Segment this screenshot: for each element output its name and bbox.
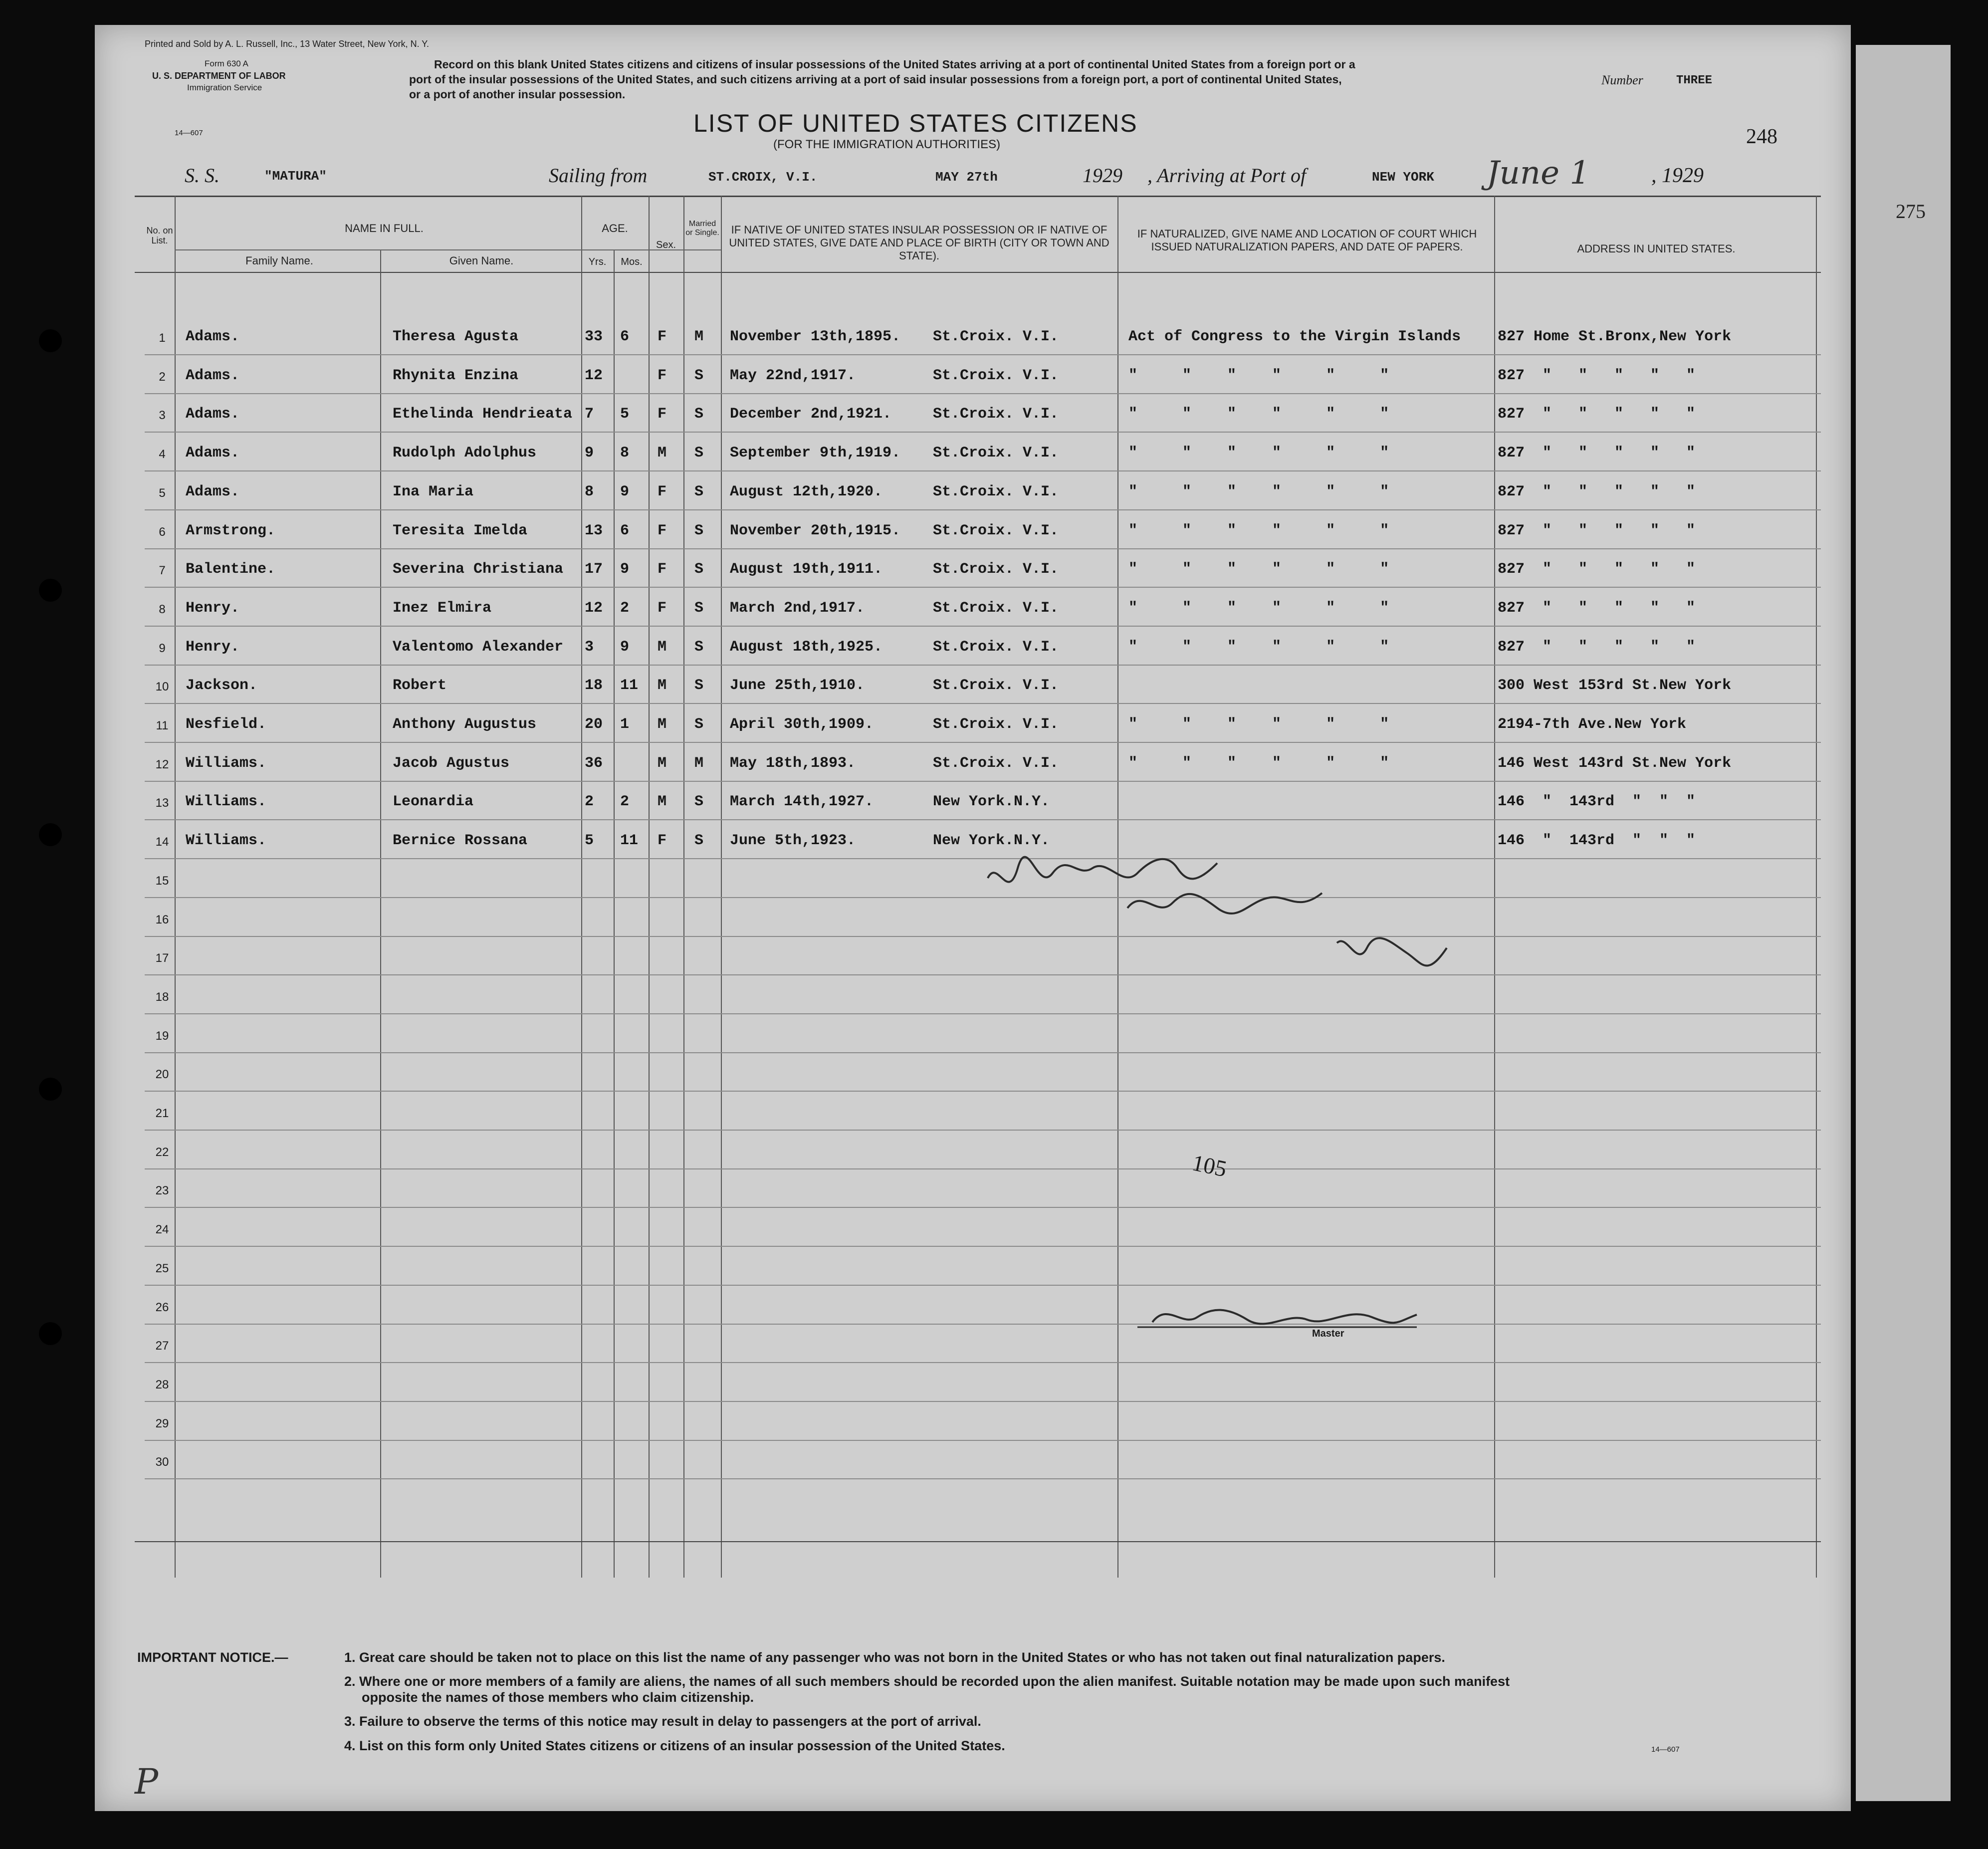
row-rule [145, 781, 1821, 782]
table-bottom-rule [135, 1541, 1821, 1542]
arriving-label: , Arriving at Port of [1147, 164, 1307, 187]
cell-family: Armstrong. [186, 522, 276, 539]
cell-ms: S [694, 367, 704, 384]
notice-3: 3. Failure to observe the terms of this notice may result in delay to passengers at the port of arrival. [344, 1714, 981, 1729]
header-age: AGE. [602, 222, 628, 234]
cell-family: Adams. [186, 445, 240, 462]
manifest-sheet [95, 25, 1851, 1811]
cell-birth: May 18th,1893. [730, 754, 856, 772]
notice-heading: IMPORTANT NOTICE.— [137, 1650, 288, 1665]
cell-place: New York.N.Y. [933, 793, 1050, 811]
cell-addr: 827 " " " " " [1498, 522, 1696, 539]
cell-family: Williams. [186, 793, 267, 811]
cell-yrs: 12 [585, 599, 603, 617]
cell-sex: F [658, 599, 667, 617]
row-number: 8 [159, 602, 166, 616]
cell-mos: 6 [620, 522, 630, 539]
cell-addr: 827 " " " " " [1498, 483, 1696, 500]
number-value: THREE [1676, 74, 1713, 87]
cell-birth: May 22nd,1917. [730, 367, 856, 384]
cell-mos: 9 [620, 483, 630, 500]
cell-yrs: 5 [585, 832, 594, 850]
cell-ms: S [694, 638, 704, 656]
cell-yrs: 12 [585, 367, 603, 384]
cell-birth: June 5th,1923. [730, 832, 856, 850]
cell-nat: " " " " " " [1128, 445, 1389, 462]
row-number: 20 [155, 1068, 169, 1082]
row-rule [145, 703, 1821, 704]
record-text-1: Record on this blank United States citizens and citizens of insular possessions of the United States arriving at a port of continental United States from a foreign port or a [434, 58, 1355, 71]
cell-yrs: 7 [585, 406, 594, 423]
cell-place: St.Croix. V.I. [933, 638, 1059, 656]
printer-line: Printed and Sold by A. L. Russell, Inc., 13 Water Street, New York, N. Y. [145, 39, 429, 49]
row-number: 14 [155, 835, 169, 849]
cell-ms: S [694, 793, 704, 811]
row-rule [145, 393, 1821, 394]
cell-yrs: 13 [585, 522, 603, 539]
master-signature [1137, 1297, 1427, 1342]
row-rule [145, 509, 1821, 510]
row-number: 5 [159, 486, 166, 500]
row-rule [145, 819, 1821, 820]
cell-sex: M [658, 754, 667, 772]
binder-hole [39, 823, 62, 846]
row-rule [145, 1401, 1821, 1402]
cell-given: Severina Christiana [393, 561, 564, 578]
stamp-105: 105 [1190, 1150, 1229, 1182]
binder-hole [39, 1322, 62, 1345]
cell-place: St.Croix. V.I. [933, 677, 1059, 694]
record-text-2: port of the insular possessions of the United States, and such citizens arriving at a port of said insular possessions from a foreign port, a port of continental United States, [409, 73, 1342, 86]
cell-sex: M [658, 445, 667, 462]
row-rule [145, 1130, 1821, 1131]
row-number: 13 [155, 796, 169, 810]
ss-label: S. S. [185, 164, 220, 187]
notice-2-continued: opposite the names of those members who claim citizenship. [362, 1690, 754, 1705]
cell-sex: F [658, 483, 667, 500]
cell-sex: M [658, 677, 667, 694]
row-number: 22 [155, 1145, 169, 1159]
header-married-single: Married or Single. [685, 220, 719, 237]
cell-nat: Act of Congress to the Virgin Islands [1128, 328, 1461, 345]
cell-family: Adams. [186, 328, 240, 345]
header-no: No. on List. [146, 226, 173, 245]
cell-birth: August 12th,1920. [730, 483, 883, 500]
cell-given: Leonardia [393, 793, 474, 811]
cell-ms: S [694, 832, 704, 850]
cell-birth: April 30th,1909. [730, 716, 874, 733]
cell-birth: March 14th,1927. [730, 793, 874, 811]
ship-name: "MATURA" [264, 169, 327, 184]
header-name-in-full: NAME IN FULL. [345, 222, 424, 234]
cell-mos: 11 [620, 832, 639, 850]
row-number: 4 [159, 448, 166, 462]
cell-ms: M [694, 754, 704, 772]
cell-mos: 9 [620, 638, 630, 656]
row-rule [145, 548, 1821, 549]
cell-given: Inez Elmira [393, 599, 492, 617]
col-divider [1494, 196, 1495, 1578]
cell-sex: F [658, 561, 667, 578]
cell-addr: 827 " " " " " [1498, 445, 1696, 462]
row-number: 26 [155, 1300, 169, 1314]
cell-nat: " " " " " " [1128, 522, 1389, 539]
arrival-date-handwritten: June 1 [1487, 155, 1590, 192]
cell-sex: M [658, 793, 667, 811]
row-number: 2 [159, 370, 166, 384]
row-rule [145, 432, 1821, 433]
col-divider [721, 196, 722, 1578]
cell-mos: 5 [620, 406, 630, 423]
row-number: 18 [155, 990, 169, 1004]
cell-addr: 827 Home St.Bronx,New York [1498, 328, 1732, 345]
subheader-rule [175, 249, 721, 250]
cell-ms: S [694, 677, 704, 694]
table-top-rule [135, 196, 1821, 197]
row-number: 12 [155, 757, 169, 771]
cell-given: Ethelinda Hendrieata [393, 406, 573, 423]
cell-ms: S [694, 445, 704, 462]
cell-nat: " " " " " " [1128, 483, 1389, 500]
cell-family: Adams. [186, 406, 240, 423]
cell-mos: 11 [620, 677, 639, 694]
row-rule [145, 354, 1821, 355]
col-divider [683, 196, 684, 1578]
cell-mos: 2 [620, 599, 630, 617]
binder-hole [39, 329, 62, 352]
cell-given: Anthony Augustus [393, 716, 537, 733]
header-bottom-rule [135, 272, 1821, 273]
notice-4: 4. List on this form only United States citizens or citizens of an insular possession of the United States. [344, 1738, 1005, 1753]
header-yrs: Yrs. [588, 256, 607, 267]
cell-yrs: 9 [585, 445, 594, 462]
cell-yrs: 17 [585, 561, 603, 578]
header-given-name: Given Name. [449, 254, 514, 267]
row-number: 29 [155, 1416, 169, 1430]
cell-nat: " " " " " " [1128, 716, 1389, 733]
cell-given: Jacob Agustus [393, 754, 510, 772]
cell-place: St.Croix. V.I. [933, 406, 1059, 423]
inspector-signature [978, 848, 1467, 1018]
cell-nat: " " " " " " [1128, 754, 1389, 772]
cell-sex: F [658, 406, 667, 423]
strip-page-number: 275 [1896, 200, 1926, 223]
row-rule [145, 1440, 1821, 1441]
underlying-page-strip [1856, 45, 1951, 1801]
cell-place: St.Croix. V.I. [933, 716, 1059, 733]
cell-birth: November 20th,1915. [730, 522, 901, 539]
cell-family: Williams. [186, 754, 267, 772]
cell-mos: 1 [620, 716, 630, 733]
cell-yrs: 33 [585, 328, 603, 345]
row-rule [145, 1246, 1821, 1247]
cell-sex: F [658, 328, 667, 345]
cell-nat: " " " " " " [1128, 561, 1389, 578]
form-title: LIST OF UNITED STATES CITIZENS [693, 109, 1138, 137]
cell-yrs: 20 [585, 716, 603, 733]
row-rule [145, 1285, 1821, 1286]
cell-mos: 6 [620, 328, 630, 345]
cell-family: Henry. [186, 638, 240, 656]
form-code-bottom: 14—607 [1651, 1745, 1680, 1754]
cell-sex: F [658, 832, 667, 850]
row-rule [145, 587, 1821, 588]
cell-place: St.Croix. V.I. [933, 367, 1059, 384]
row-rule [145, 742, 1821, 743]
service: Immigration Service [187, 83, 262, 92]
cell-yrs: 36 [585, 754, 603, 772]
row-number: 30 [155, 1455, 169, 1469]
cell-birth: August 18th,1925. [730, 638, 883, 656]
cell-given: Valentomo Alexander [393, 638, 564, 656]
row-number: 6 [159, 525, 166, 539]
row-rule [145, 626, 1821, 627]
header-naturalized: IF NATURALIZED, GIVE NAME AND LOCATION OF COURT WHICH ISSUED NATURALIZATION PAPERS, AND DATE OF PAPERS. [1137, 228, 1477, 253]
cell-addr: 300 West 153rd St.New York [1498, 677, 1732, 694]
cell-family: Henry. [186, 599, 240, 617]
cell-birth: September 9th,1919. [730, 445, 901, 462]
cell-yrs: 2 [585, 793, 594, 811]
cell-family: Nesfield. [186, 716, 267, 733]
number-label: Number [1601, 73, 1643, 87]
cell-yrs: 18 [585, 677, 603, 694]
page-number: 248 [1746, 125, 1777, 148]
row-number: 10 [155, 680, 169, 694]
col-divider [380, 249, 381, 1578]
cell-family: Adams. [186, 367, 240, 384]
cell-family: Jackson. [186, 677, 258, 694]
row-number: 17 [155, 951, 169, 965]
sailing-label: Sailing from [549, 164, 648, 187]
cell-ms: S [694, 483, 704, 500]
row-number: 1 [159, 331, 166, 345]
row-number: 7 [159, 564, 166, 578]
cell-given: Teresita Imelda [393, 522, 528, 539]
row-number: 3 [159, 409, 166, 423]
cell-place: St.Croix. V.I. [933, 445, 1059, 462]
binder-hole [39, 579, 62, 602]
row-number: 11 [156, 719, 169, 732]
arriving-port: NEW YORK [1372, 170, 1434, 185]
cell-birth: November 13th,1895. [730, 328, 901, 345]
cell-nat: " " " " " " [1128, 599, 1389, 617]
cell-addr: 827 " " " " " [1498, 638, 1696, 656]
cell-mos: 2 [620, 793, 630, 811]
cell-sex: M [658, 716, 667, 733]
cell-addr: 827 " " " " " [1498, 406, 1696, 423]
row-number: 15 [155, 874, 169, 888]
cell-nat: " " " " " " [1128, 406, 1389, 423]
header-native: IF NATIVE OF UNITED STATES INSULAR POSSESSION OR IF NATIVE OF UNITED STATES, GIVE DATE AND PLACE OF BIRTH (CITY OR TOWN AND STATE). [729, 224, 1109, 262]
cell-mos: 8 [620, 445, 630, 462]
cell-place: New York.N.Y. [933, 832, 1050, 850]
row-number: 9 [159, 641, 166, 655]
row-rule [145, 665, 1821, 666]
row-number: 28 [155, 1378, 169, 1391]
header-address: ADDRESS IN UNITED STATES. [1577, 242, 1736, 255]
row-rule [145, 1324, 1821, 1325]
col-divider [614, 249, 615, 1578]
cell-birth: December 2nd,1921. [730, 406, 892, 423]
row-number: 23 [155, 1184, 169, 1198]
notice-1: 1. Great care should be taken not to place on this list the name of any passenger who was not born in the United States or who has not taken out final naturalization papers. [344, 1650, 1445, 1665]
cell-nat: " " " " " " [1128, 638, 1389, 656]
cell-ms: S [694, 406, 704, 423]
cell-given: Rhynita Enzina [393, 367, 519, 384]
cell-sex: F [658, 367, 667, 384]
cell-addr: 146 West 143rd St.New York [1498, 754, 1732, 772]
row-rule [145, 1362, 1821, 1363]
arrival-year: , 1929 [1651, 164, 1704, 187]
cell-family: Williams. [186, 832, 267, 850]
col-divider [581, 196, 582, 1578]
col-divider [649, 196, 650, 1578]
row-number: 24 [155, 1223, 169, 1237]
row-rule [145, 470, 1821, 471]
cell-birth: August 19th,1911. [730, 561, 883, 578]
binder-hole [39, 1078, 62, 1101]
cell-given: Bernice Rossana [393, 832, 528, 850]
form-number: Form 630 A [205, 59, 248, 68]
form-subtitle: (FOR THE IMMIGRATION AUTHORITIES) [773, 138, 1001, 151]
cell-ms: S [694, 599, 704, 617]
master-label: Master [1312, 1328, 1344, 1339]
row-number: 16 [155, 913, 169, 926]
cell-addr: 827 " " " " " [1498, 599, 1696, 617]
cell-place: St.Croix. V.I. [933, 328, 1059, 345]
cell-addr: 827 " " " " " [1498, 367, 1696, 384]
cell-nat: " " " " " " [1128, 367, 1389, 384]
cell-place: St.Croix. V.I. [933, 754, 1059, 772]
cell-given: Rudolph Adolphus [393, 445, 537, 462]
cell-birth: March 2nd,1917. [730, 599, 865, 617]
cell-ms: M [694, 328, 704, 345]
cell-given: Theresa Agusta [393, 328, 519, 345]
cell-addr: 146 " 143rd " " " [1498, 832, 1696, 850]
row-rule [145, 1052, 1821, 1053]
form-code: 14—607 [175, 129, 203, 137]
header-sex: Sex. [656, 239, 676, 250]
cell-yrs: 8 [585, 483, 594, 500]
cell-place: St.Croix. V.I. [933, 599, 1059, 617]
row-rule [145, 1478, 1821, 1479]
department: U. S. DEPARTMENT OF LABOR [152, 71, 286, 81]
cell-addr: 2194-7th Ave.New York [1498, 716, 1687, 733]
row-rule [145, 1091, 1821, 1092]
cell-sex: M [658, 638, 667, 656]
header-family-name: Family Name. [245, 254, 313, 267]
row-rule [145, 1168, 1821, 1169]
col-divider [1816, 196, 1817, 1578]
row-rule [145, 1207, 1821, 1208]
cell-addr: 827 " " " " " [1498, 561, 1696, 578]
cell-addr: 146 " 143rd " " " [1498, 793, 1696, 811]
header-mos: Mos. [621, 256, 643, 267]
cell-family: Balentine. [186, 561, 276, 578]
cell-place: St.Croix. V.I. [933, 561, 1059, 578]
sailing-port: ST.CROIX, V.I. [708, 170, 818, 185]
row-number: 27 [155, 1339, 169, 1353]
cell-ms: S [694, 522, 704, 539]
cell-ms: S [694, 561, 704, 578]
cell-given: Ina Maria [393, 483, 474, 500]
row-number: 21 [155, 1107, 169, 1120]
handwritten-mark: P [135, 1761, 159, 1802]
cell-place: St.Croix. V.I. [933, 483, 1059, 500]
cell-place: St.Croix. V.I. [933, 522, 1059, 539]
cell-family: Adams. [186, 483, 240, 500]
cell-yrs: 3 [585, 638, 594, 656]
cell-sex: F [658, 522, 667, 539]
sailing-date: MAY 27th [935, 170, 998, 185]
row-number: 25 [155, 1261, 169, 1275]
cell-birth: June 25th,1910. [730, 677, 865, 694]
row-number: 19 [155, 1029, 169, 1043]
cell-ms: S [694, 716, 704, 733]
notice-2: 2. Where one or more members of a family are aliens, the names of all such members should be recorded upon the alien manifest. Suitable notation may be made upon such manifest [344, 1674, 1510, 1689]
cell-mos: 9 [620, 561, 630, 578]
cell-given: Robert [393, 677, 447, 694]
record-text-3: or a port of another insular possession. [409, 88, 626, 101]
sailing-year: 1929 [1083, 164, 1122, 187]
